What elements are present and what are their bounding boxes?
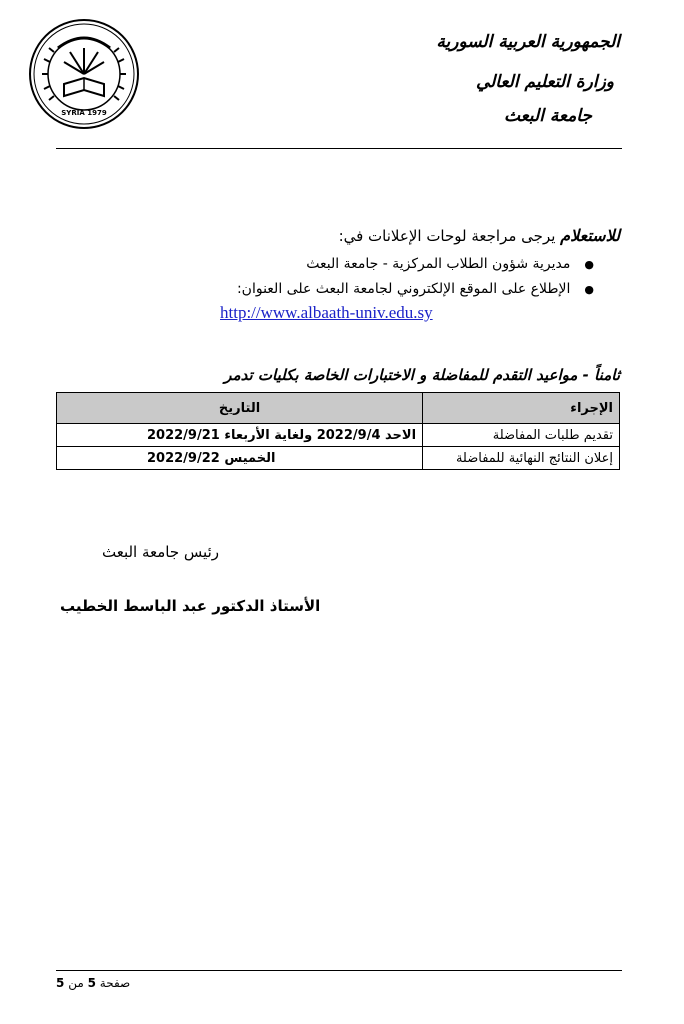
header-university: جامعة البعث	[504, 106, 592, 126]
inquiry-line	[339, 226, 620, 245]
table-row	[57, 424, 620, 447]
schedule-table	[56, 392, 620, 470]
table-cell-action: إعلان النتائج النهائية للمفاضلة	[423, 447, 620, 470]
list-item	[306, 256, 594, 272]
table-cell-date: الخميس 2022/9/22	[57, 447, 423, 470]
list-item-text: الإطلاع على الموقع الإلكتروني لجامعة البعث على العنوان:	[236, 281, 571, 297]
table-cell-date: الاحد 2022/9/4 ولغاية الأربعاء 2022/9/21	[57, 424, 423, 447]
university-seal-icon	[28, 18, 140, 130]
signatory-title: رئيس جامعة البعث	[102, 543, 219, 561]
signatory-name: الأستاذ الدكتور عبد الباسط الخطيب	[60, 597, 321, 615]
header-ministry: وزارة التعليم العالي	[475, 72, 614, 92]
header-republic: الجمهورية العربية السورية	[436, 32, 620, 52]
total-pages: 5	[56, 976, 65, 990]
column-header-action: الإجراء	[423, 393, 620, 424]
seal-ring-text: SYRIA 1979	[61, 109, 107, 117]
list-item-text: مديرية شؤون الطلاب المركزية - جامعة البعث	[306, 256, 571, 272]
table-header-row	[57, 393, 620, 424]
university-website-link[interactable]: http://www.albaath-univ.edu.sy	[220, 303, 433, 322]
bullet-icon: ●	[584, 257, 594, 271]
current-page: 5	[87, 976, 96, 990]
bullet-icon: ●	[584, 282, 594, 296]
section-heading: ثامناً - مواعيد التقدم للمفاضلة و الاختبارات الخاصة بكليات تدمر	[224, 366, 620, 384]
list-item	[237, 281, 594, 297]
table-row	[57, 447, 620, 470]
page-prefix: صفحة	[99, 976, 131, 990]
table-cell-action: تقديم طلبات المفاضلة	[423, 424, 620, 447]
inquiry-text: يرجى مراجعة لوحات الإعلانات في:	[338, 227, 556, 245]
page-of: من	[68, 976, 84, 990]
inquiry-lead: للاستعلام	[560, 226, 620, 245]
page-number	[56, 976, 130, 990]
footer-divider	[56, 970, 622, 971]
header-divider	[56, 148, 622, 149]
column-header-date: التاريخ	[57, 393, 423, 424]
